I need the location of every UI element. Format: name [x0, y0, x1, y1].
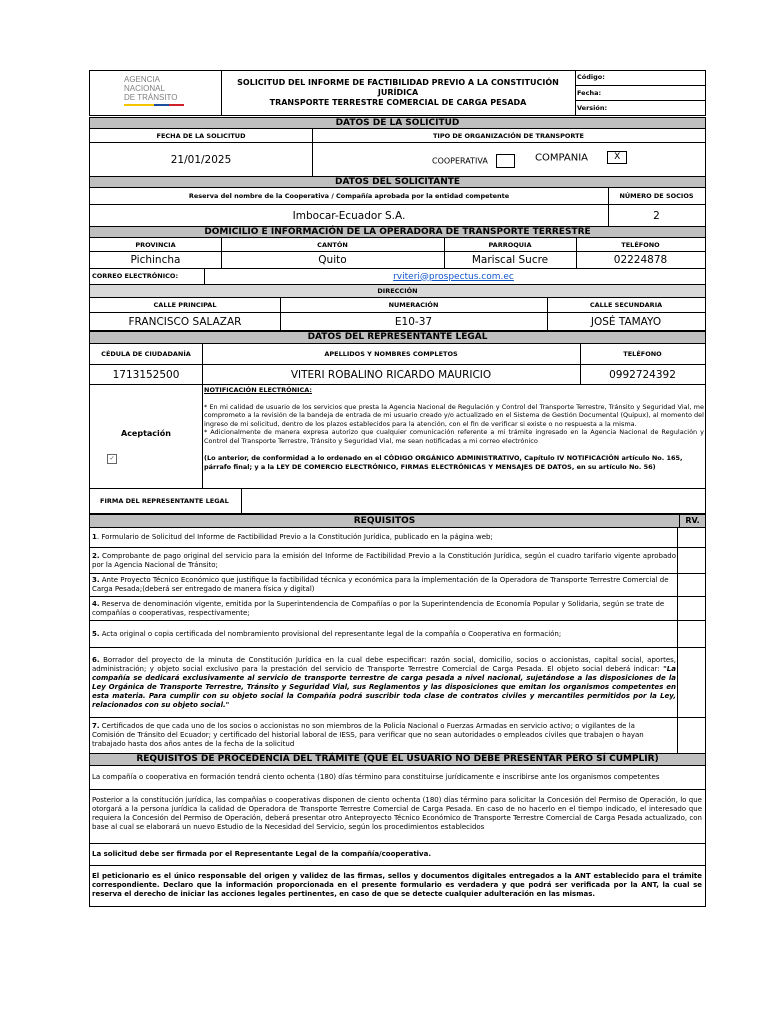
version-field [575, 101, 705, 115]
domicilio-labels-row [89, 238, 706, 252]
calle-principal-label: CALLE PRINCIPAL [90, 298, 281, 312]
fecha-field [575, 86, 705, 101]
direccion-labels-row [89, 298, 706, 313]
telefono-value[interactable]: 02224878 [613, 254, 668, 266]
tipo-organizacion-label: TIPO DE ORGANIZACIÓN DE TRANSPORTE [433, 131, 584, 140]
compania-label: COMPANIA [535, 152, 588, 164]
requisito-6-num: 6. [92, 655, 100, 664]
numeracion-label: NUMERACIÓN [280, 298, 548, 312]
requisito-3-rv[interactable] [677, 574, 705, 596]
firma-field[interactable] [242, 489, 705, 513]
direccion-label: DIRECCIÓN [377, 287, 418, 295]
requisito-5 [89, 621, 706, 648]
procedencia-2 [89, 790, 706, 844]
nombres-value[interactable]: VITERI ROBALINO RICARDO MAURICIO [202, 365, 581, 384]
requisito-6-objeto-social: "La compañía se dedicará exclusivamente al servicio de transporte terrestre de carga pesada a nivel nacional, sujetándose a las disposiciones de la Ley Orgánica de Transporte Terrestre, Tránsito y Seguridad Vial, sus Reglamentos y las disposiciones que emitan los organismos competentes en esta materia. Para cumplir con su objeto social la Compañía podrá suscribir toda clase de contratos civiles y mercantiles permitidos por la Ley, relacionados con su objeto social." [92, 664, 676, 709]
socios-value[interactable]: 2 [653, 209, 660, 222]
requisito-3-num: 3. [92, 576, 100, 584]
calle-secundaria-value[interactable]: JOSÉ TAMAYO [590, 315, 662, 328]
aceptacion-label: Aceptación [121, 429, 171, 438]
socios-label: NÚMERO DE SOCIOS [619, 192, 694, 200]
requisito-2-num: 2. [92, 551, 100, 560]
domicilio-values-row [89, 252, 706, 269]
solicitante-values-row [89, 205, 706, 227]
cedula-value[interactable]: 1713152500 [90, 365, 203, 384]
procedencia-4-text: El peticionario es el único responsable del origen y validez de las firmas, sellos y documentos digitales entregados a la ANT establecido para el trámite correspondiente. Declaro que la información proporcionada en el presente formulario es verdadera y que podrá ser verificada por la ANT, la cual se reserva el derecho de iniciar las acciones legales pertinentes, en caso de que se detecte cualquier adulteración en las mismas. [92, 872, 702, 898]
telefono-label: TELÉFONO [621, 240, 660, 249]
procedencia-1 [89, 766, 706, 790]
requisito-6-text: Borrador del proyecto de la minuta de Constitución Jurídica en la cual debe especificar: razón social, domicilio, socios o accionistas, capital social, aportes, administración; y objeto social exclusivo para la prestación del servicio de Transporte Terrestre Comercial de Carga Pesada. El objeto social deberá indicar: [92, 655, 676, 673]
notificacion-p2: * Adicionalmente de manera expresa autorizo que cualquier comunicación referente a mi trámite ingresado en la Agencia Nacional de Regulación y Control del Transporte Terrestre, Tránsito y Seguridad Vial, me sean notificadas a mi correo electrónico [204, 428, 704, 445]
cooperativa-option[interactable] [432, 154, 515, 168]
cooperativa-checkbox[interactable] [496, 154, 515, 168]
procedencia-3-text: La solicitud debe ser firmada por el Representante Legal de la compañía/cooperativa. [92, 850, 432, 858]
solicitante-labels-row [89, 188, 706, 205]
correo-row [89, 269, 706, 285]
notificacion-title: NOTIFICACIÓN ELECTRÓNICA: [204, 386, 313, 394]
section-procedencia: REQUISITOS DE PROCEDENCIA DEL TRÁMITE (QUE EL USUARIO NO DEBE PRESENTAR PERO SÍ CUMPLIR) [89, 753, 706, 766]
requisito-7 [89, 718, 706, 754]
requisito-2-rv[interactable] [677, 548, 705, 573]
correo-link[interactable]: rviteri@prospectus.com.ec [393, 271, 514, 282]
codigo-field [575, 71, 705, 86]
requisito-7-text: Certificados de que cada uno de los socios o accionistas no son miembros de la Policía Nacional o Fuerzas Armadas en servicio activo; o vigilantes de la Comisión de Tránsito del Ecuador; y certificado del historial laboral de IESS, para verificar que no sean autoridades o empleados civiles que trabajen o hayan trabajado hasta dos años antes de la fecha de la solicitud [92, 722, 644, 748]
canton-value[interactable]: Quito [221, 252, 445, 268]
requisito-6-rv[interactable] [677, 648, 705, 717]
notificacion-p3: (Lo anterior, de conformidad a lo ordenado en el CÓDIGO ORGÁNICO ADMINISTRATIVO, Capítulo IV NOTIFICACIÓN artículo No. 165, párrafo final; y a la LEY DE COMERCIO ELECTRÓNICO, FIRMAS ELECTRÓNICAS Y MENSAJES DE DATOS, en su artículo No. 56) [204, 454, 683, 471]
rv-header: RV. [679, 514, 706, 528]
firma-row [89, 489, 706, 514]
logo-line1: AGENCIA [124, 75, 161, 84]
requisito-6 [89, 648, 706, 718]
section-solicitante: DATOS DEL SOLICITANTE [89, 176, 706, 188]
requisito-1-rv[interactable] [677, 528, 705, 547]
requisito-2-text: Comprobante de pago original del servicio para la emisión del Informe de Factibilidad Previo a la Constitución Jurídica, según el cuadro tarifario vigente aprobado por la Agencia Nacional de Tránsito; [92, 551, 676, 569]
calle-principal-value[interactable]: FRANCISCO SALAZAR [90, 313, 281, 330]
requisito-7-rv[interactable] [677, 718, 705, 753]
requisito-4-text: Reserva de denominación vigente, emitida por la Superintendencia de Compañías o por la Superintendencia de Economía Popular y Solidaria, según se trate de compañías o cooperativas, respectivamente; [92, 599, 665, 617]
rep-telefono-value[interactable]: 0992724392 [609, 368, 676, 381]
reserva-label: Reserva del nombre de la Cooperativa / Compañía aprobada por la entidad competente [90, 188, 609, 204]
provincia-label: PROVINCIA [90, 238, 222, 251]
representante-values-row [89, 365, 706, 385]
requisito-5-num: 5. [92, 629, 100, 638]
requisito-5-text: Acta original o copia certificada del nombramiento provisional del representante legal de la compañía o Cooperativa en formación; [99, 629, 562, 638]
procedencia-3 [89, 844, 706, 866]
reserva-value[interactable]: Imbocar-Ecuador S.A. [90, 205, 609, 226]
codigo-label: Código: [577, 73, 605, 81]
requisito-1-text: . Formulario de Solicitud del Informe de Factibilidad Previo a la Constitución Jurídica, publicado en la página web; [96, 533, 493, 541]
requisito-3-text: Ante Proyecto Técnico Económico que justifique la factibilidad técnica y económica para la implementación de la Operadora de Transporte Terrestre Comercial de Carga Pesada;(deberá ser entregado de manera física y digital) [92, 576, 669, 593]
solicitud-values-row [89, 143, 706, 177]
calle-secundaria-label: CALLE SECUNDARIA [589, 301, 663, 309]
ant-logo [90, 71, 222, 115]
requisito-7-num: 7. [92, 722, 100, 730]
numeracion-value[interactable]: E10-37 [280, 313, 548, 330]
rep-telefono-label: TELÉFONO [623, 350, 662, 358]
requisito-5-rv[interactable] [677, 621, 705, 647]
requisito-4-num: 4. [92, 599, 100, 608]
nombres-label: APELLIDOS Y NOMBRES COMPLETOS [202, 344, 581, 364]
requisito-1 [89, 528, 706, 548]
requisito-4 [89, 597, 706, 621]
logo-line3: DE TRÁNSITO [124, 93, 178, 102]
fecha-solicitud-value[interactable]: 21/01/2025 [90, 143, 313, 176]
cooperativa-label: COOPERATIVA [432, 156, 488, 166]
section-domicilio: DOMICILIO E INFORMACIÓN DE LA OPERADORA DE TRANSPORTE TERRESTRE [89, 226, 706, 238]
version-label: Versión: [577, 104, 608, 112]
section-representante: DATOS DEL REPRESENTANTE LEGAL [89, 331, 706, 344]
parroquia-label: PARROQUIA [444, 238, 577, 251]
direccion-label-row [89, 285, 706, 298]
compania-option[interactable] [535, 151, 627, 164]
requisito-4-rv[interactable] [677, 597, 705, 620]
notificacion-text [204, 386, 704, 471]
canton-label: CANTÓN [221, 238, 445, 251]
title-line2: TRANSPORTE TERRESTRE COMERCIAL DE CARGA PESADA [269, 98, 527, 107]
logo-flag-stripe [124, 104, 184, 106]
notificacion-p1: * En mi calidad de usuario de los servicios que presta la Agencia Nacional de Regulación y Control del Transporte Terrestre, Tránsito y Seguridad Vial, me comprometo a la revisión de la bandeja de entrada de mi usuario creado y/o actualizado en el Sistema de Gestión Documental (Quipux), al momento del ingreso de mi solicitud, dentro de los plazos establecidos para la atención, con el fin de verificar si existe o no respuesta a la misma. [204, 402, 704, 428]
requisito-3 [89, 574, 706, 597]
aceptacion-checkbox[interactable]: ✓ [107, 454, 117, 464]
requisito-1-num: 1 [92, 533, 97, 541]
direccion-values-row [89, 313, 706, 331]
compania-checkbox[interactable]: X [607, 151, 627, 164]
correo-label: CORREO ELECTRÓNICO: [90, 269, 205, 284]
solicitud-labels-row [89, 129, 706, 143]
notificacion-row [89, 385, 706, 489]
form-header [89, 70, 706, 116]
title-line1: SOLICITUD DEL INFORME DE FACTIBILIDAD PREVIO A LA CONSTITUCIÓN JURÍDICA [237, 78, 559, 97]
firma-label: FIRMA DEL REPRESENTANTE LEGAL [90, 489, 242, 513]
section-solicitud: DATOS DE LA SOLICITUD [89, 117, 706, 129]
requisito-2 [89, 548, 706, 574]
section-requisitos: REQUISITOS [89, 514, 680, 528]
parroquia-value[interactable]: Mariscal Sucre [444, 252, 577, 268]
procedencia-2-text: Posterior a la constitución jurídica, las compañías o cooperativas disponen de ciento ochenta (180) días término para solicitar la Concesión del Permiso de Operación, lo que otorgará a la persona jurídica la calidad de Operadora de Transporte Terrestre Comercial de Carga Pesada. En caso de no hacerlo en el tiempo indicado, el interesado que requiera la Concesión del Permiso de Operación, deberá presentar otro Anteproyecto Técnico Económico de Transporte Terrestre Comercial de Carga Pesada actualizado, con base al cual se elaborará un nuevo Estudio de la Necesidad del Servicio, según los procedimientos establecidos [92, 796, 702, 831]
representante-labels-row [89, 344, 706, 365]
provincia-value[interactable]: Pichincha [90, 252, 222, 268]
procedencia-1-text: La compañía o cooperativa en formación tendrá ciento ochenta (180) días término para constituirse jurídicamente e inscribirse ante los organismos competentes [92, 773, 660, 781]
procedencia-4 [89, 866, 706, 907]
fecha-solicitud-label: FECHA DE LA SOLICITUD [90, 129, 313, 142]
form-title [221, 71, 576, 115]
fecha-label: Fecha: [577, 89, 602, 97]
cedula-label: CÉDULA DE CIUDADANÍA [90, 344, 203, 364]
logo-line2: NACIONAL [124, 84, 165, 93]
